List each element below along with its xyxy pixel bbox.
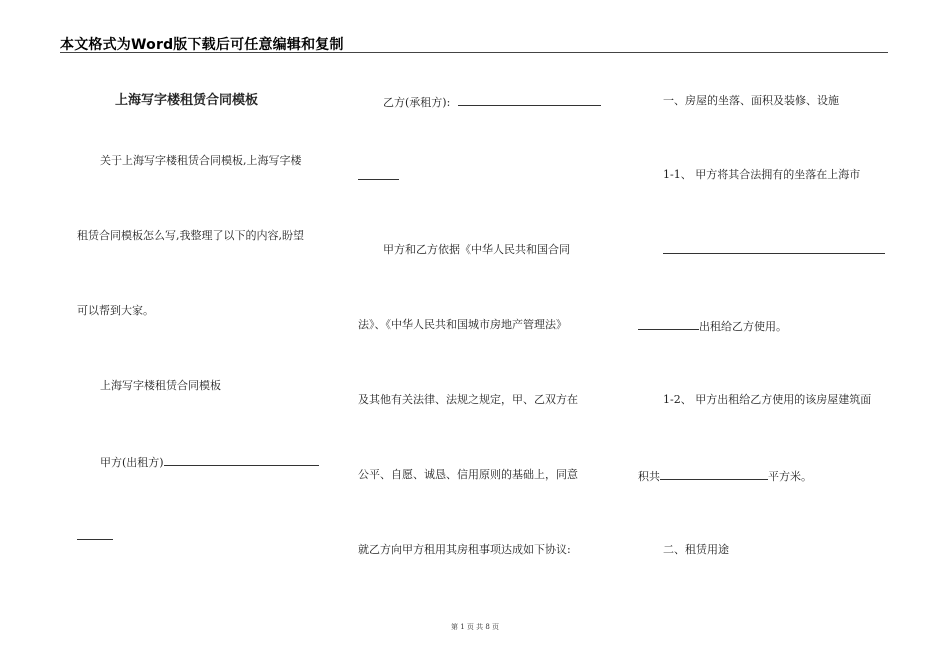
party-a-line (100, 454, 319, 470)
fill-blank (638, 318, 699, 330)
paragraph: 1-2、 甲方出租给乙方使用的该房屋建筑面 (663, 393, 872, 406)
paragraph-suffix: 平方米。 (768, 470, 812, 483)
party-a-label: 甲方(出租方) (100, 456, 164, 469)
party-b-label: 乙方(承租方): (383, 96, 451, 109)
header-rule (60, 52, 888, 53)
paragraph (638, 468, 812, 484)
fill-blank (663, 253, 885, 254)
fill-blank (358, 179, 399, 180)
paragraph: 甲方和乙方依据《中华人民共和国合同 (383, 243, 570, 256)
fill-blank (660, 468, 768, 480)
paragraph: 关于上海写字楼租赁合同模板,上海写字楼 (100, 154, 302, 167)
paragraph: 1-1、 甲方将其合法拥有的坐落在上海市 (663, 168, 861, 181)
fill-blank (77, 539, 113, 540)
section-heading: 上海写字楼租赁合同模板 (100, 379, 221, 392)
paragraph-suffix: 出租给乙方使用。 (699, 320, 787, 333)
document-title: 上海写字楼租赁合同模板 (115, 93, 259, 108)
paragraph: 法》、《中华人民共和国城市房地产管理法》 (358, 318, 567, 331)
paragraph: 就乙方向甲方租用其房租事项达成如下协议: (358, 543, 571, 556)
fill-blank (164, 454, 319, 466)
paragraph: 及其他有关法律、法规之规定，甲、乙双方在 (358, 393, 578, 406)
section-heading: 二、租赁用途 (663, 543, 729, 556)
fill-blank (458, 94, 601, 106)
paragraph: 租赁合同模板怎么写,我整理了以下的内容,盼望 (77, 229, 304, 242)
page-footer: 第 1 页 共 8 页 (450, 623, 500, 631)
paragraph: 公平、自愿、诚恳、信用原则的基础上，同意 (358, 468, 578, 481)
paragraph (638, 318, 787, 334)
paragraph-prefix: 积共 (638, 470, 660, 483)
paragraph: 可以帮到大家。 (77, 304, 154, 317)
section-heading: 一、房屋的坐落、面积及装修、设施 (663, 94, 839, 107)
document-header: 本文格式为Word版下载后可任意编辑和复制 (60, 37, 344, 53)
party-b-line (383, 94, 601, 110)
